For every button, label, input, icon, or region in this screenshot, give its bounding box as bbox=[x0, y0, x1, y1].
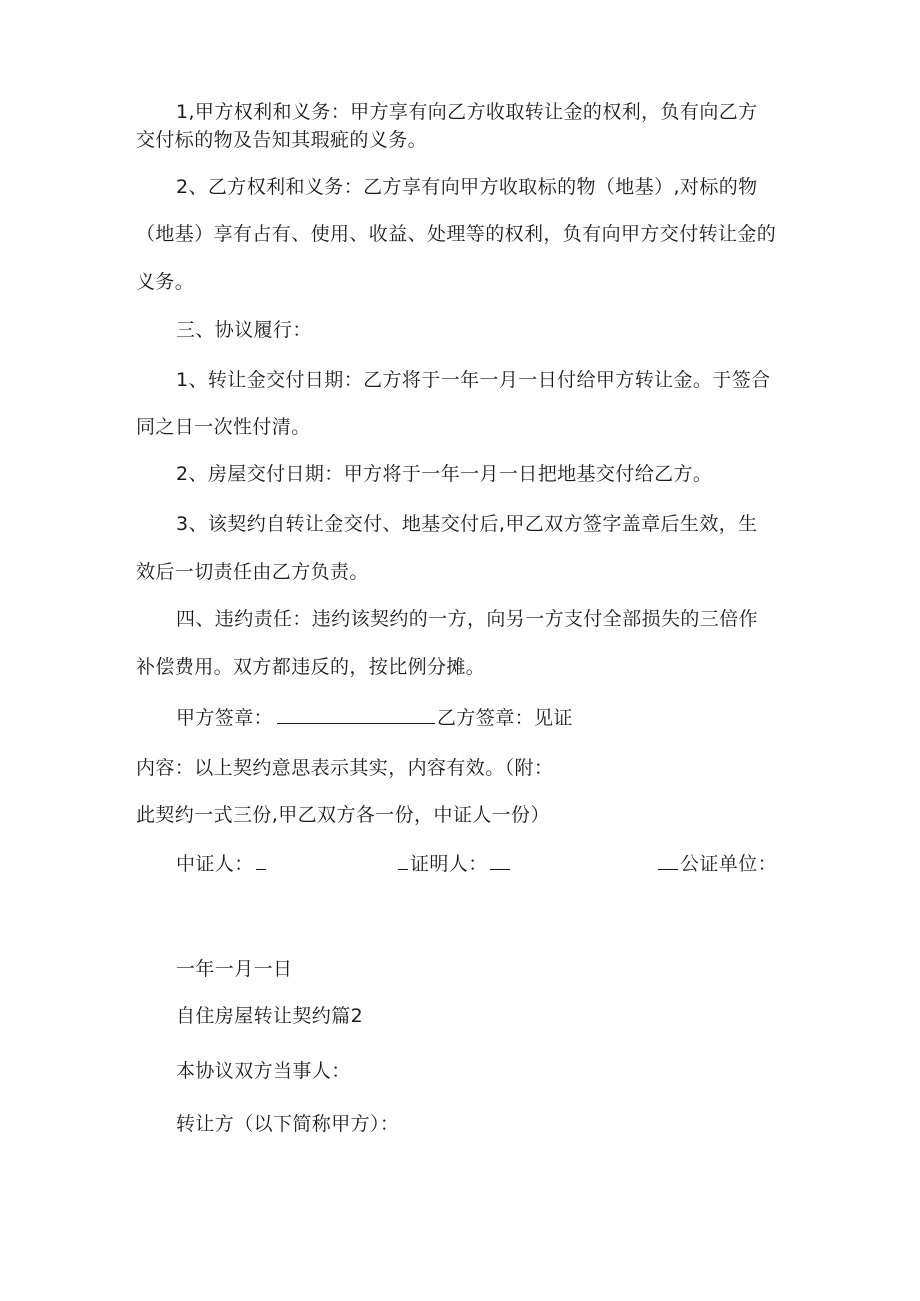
witness-label: 中证人： bbox=[176, 853, 254, 875]
paragraph-line: 2、乙方权利和义务：乙方享有向甲方收取标的物（地基）,对标的物 bbox=[176, 176, 758, 198]
paragraph-line: 效后一切责任由乙方负责。 bbox=[136, 561, 369, 583]
paragraph-line: 补偿费用。双方都违反的，按比例分摊。 bbox=[136, 656, 486, 678]
party-b-signature-label: 乙方签章：见证 bbox=[437, 707, 573, 729]
paragraph-line: 2、房屋交付日期：甲方将于一年一月一日把地基交付给乙方。 bbox=[176, 463, 713, 485]
paragraph-line: （地基）享有占有、使用、收益、处理等的权利，负有向甲方交付转让金的 bbox=[136, 223, 777, 245]
witness-line bbox=[176, 852, 266, 876]
paragraph-line: 1、转让金交付日期：乙方将于一年一月一日付给甲方转让金。于签合 bbox=[176, 369, 771, 391]
paragraph-line: 1,甲方权利和义务：甲方享有向乙方收取转让金的权利，负有向乙方 bbox=[176, 101, 758, 123]
section-heading: 三、协议履行： bbox=[176, 319, 312, 341]
signature-line bbox=[176, 705, 573, 730]
party-a-signature-label: 甲方签章： bbox=[176, 707, 274, 729]
notary-group bbox=[658, 852, 777, 876]
paragraph-line: 交付标的物及告知其瑕疵的义务。 bbox=[136, 129, 428, 151]
paragraph-line: 转让方（以下简称甲方）： bbox=[176, 1113, 400, 1135]
paragraph-line: 义务。 bbox=[136, 271, 195, 293]
certifier-group bbox=[398, 852, 510, 876]
section-title: 自住房屋转让契约篇2 bbox=[176, 1005, 364, 1027]
certifier-label: 证明人： bbox=[410, 853, 488, 875]
paragraph-line: 内容：以上契约意思表示其实，内容有效。（附： bbox=[136, 757, 554, 779]
certifier-blank-start bbox=[490, 860, 510, 870]
party-a-signature-blank bbox=[277, 705, 435, 724]
paragraph-line: 四、违约责任：违约该契约的一方，向另一方支付全部损失的三倍作 bbox=[176, 608, 759, 630]
certifier-blank-end bbox=[658, 860, 678, 870]
notary-label: 公证单位： bbox=[680, 853, 778, 875]
date-line: 一年一月一日 bbox=[176, 958, 293, 980]
witness-blank-start bbox=[256, 857, 266, 870]
paragraph-line: 同之日一次性付清。 bbox=[136, 416, 311, 438]
paragraph-line: 3、该契约自转让金交付、地基交付后,甲乙双方签字盖章后生效，生 bbox=[176, 513, 758, 535]
paragraph-line: 此契约一式三份,甲乙双方各一份，中证人一份） bbox=[136, 804, 550, 826]
paragraph-line: 本协议双方当事人： bbox=[176, 1060, 351, 1082]
witness-blank-end bbox=[398, 857, 408, 870]
